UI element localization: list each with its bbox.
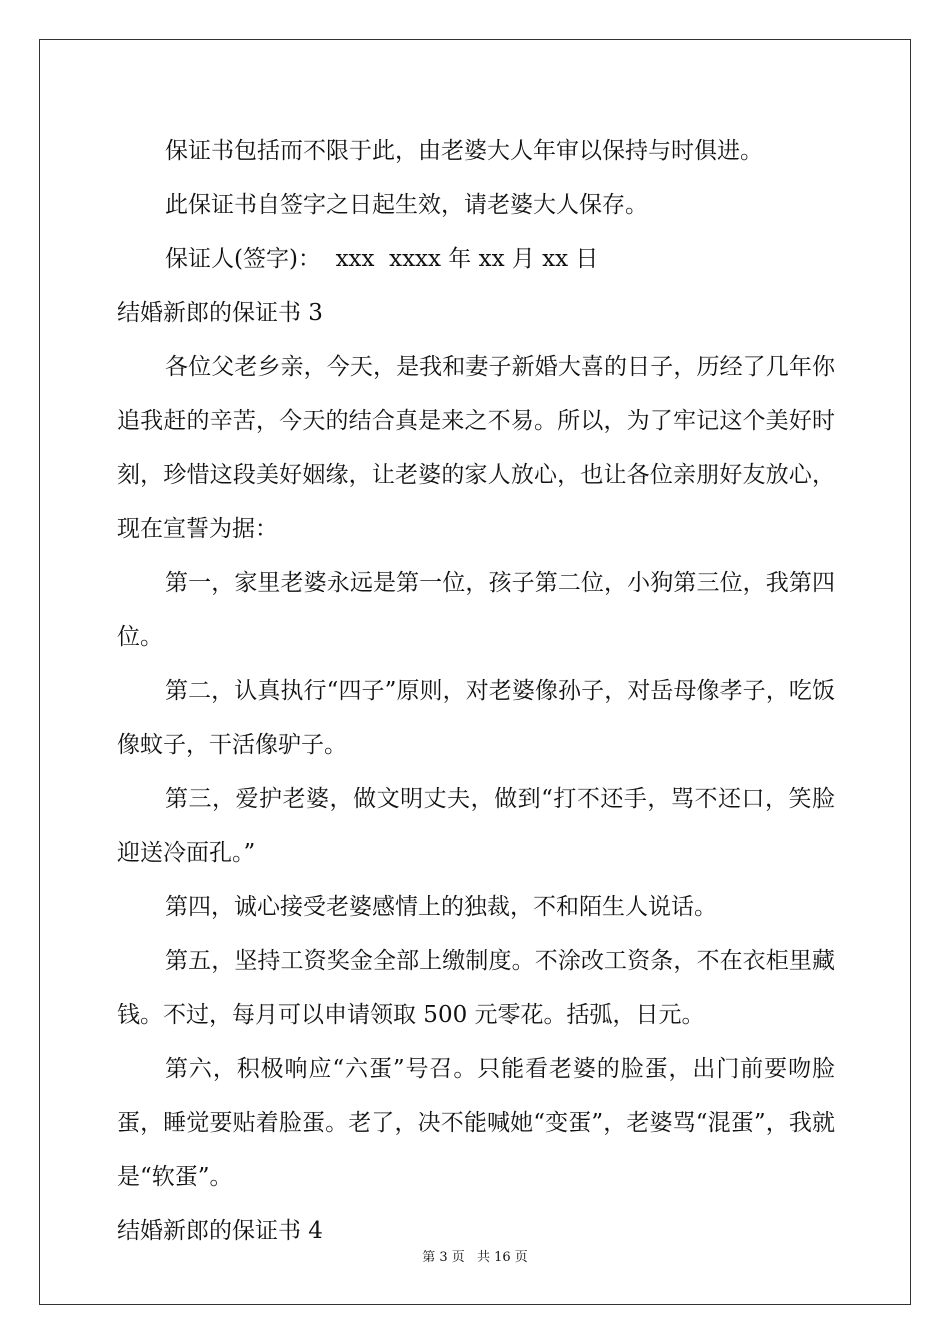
- page-total: 共 16 页: [476, 1250, 528, 1265]
- paragraph: 第五，坚持工资奖金全部上缴制度。不涂改工资条，不在衣柜里藏钱。不过，每月可以申请领取 500 元零花。括弧，日元。: [117, 948, 835, 1028]
- paragraph: 第一，家里老婆永远是第一位，孩子第二位，小狗第三位，我第四位。: [117, 570, 835, 650]
- section-heading: 结婚新郎的保证书 4: [117, 1218, 323, 1244]
- paragraph: 此保证书自签字之日起生效，请老婆大人保存。: [165, 192, 648, 218]
- paragraph: 第三，爱护老婆，做文明丈夫，做到“打不还手，骂不还口，笑脸迎送冷面孔。”: [117, 786, 835, 866]
- signature-line: 保证人(签字)： xxx xxxx 年 xx 月 xx 日: [165, 246, 599, 272]
- page-number: 第 3 页: [422, 1250, 465, 1265]
- section-heading: 结婚新郎的保证书 3: [117, 300, 323, 326]
- paragraph: 第二，认真执行“四子”原则，对老婆像孙子，对岳母像孝子，吃饭像蚊子，干活像驴子。: [117, 678, 835, 758]
- paragraph: 保证书包括而不限于此，由老婆大人年审以保持与时俱进。: [165, 138, 763, 164]
- paragraph: 第四，诚心接受老婆感情上的独裁，不和陌生人说话。: [165, 894, 717, 920]
- page-footer: [0, 1246, 950, 1265]
- paragraph: 各位父老乡亲，今天，是我和妻子新婚大喜的日子，历经了几年你追我赶的辛苦，今天的结合真是来之不易。所以，为了牢记这个美好时刻，珍惜这段美好姻缘，让老婆的家人放心，也让各位亲朋好友放心，现在宣誓为据：: [117, 354, 835, 542]
- document-body: [117, 124, 835, 1258]
- paragraph: 第六，积极响应“六蛋”号召。只能看老婆的脸蛋，出门前要吻脸蛋，睡觉要贴着脸蛋。老了，决不能喊她“变蛋”，老婆骂“混蛋”，我就是“软蛋”。: [117, 1056, 835, 1190]
